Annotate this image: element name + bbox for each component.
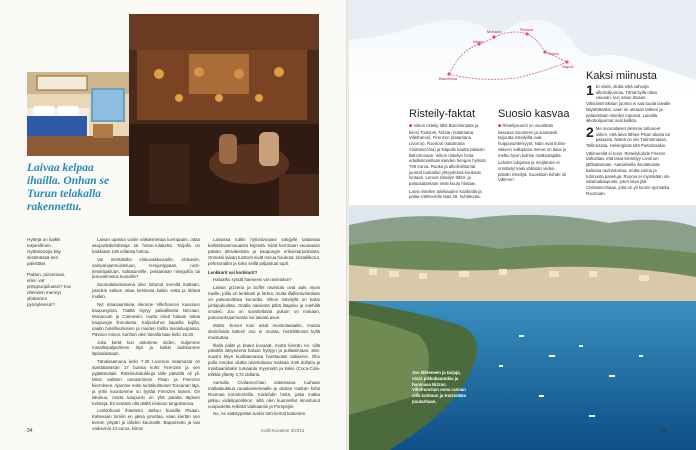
right-page [349, 0, 696, 450]
photo-caption: Laivaa kelpaa ihailla. Onhan se Turun telakalla rakennettu. [27, 162, 110, 213]
paragraph: Nyt maasaantaina olemme Villefrancen kuusinen kaupungissa. Täältä löytyy paikalliselta Nizzaan, Monacoon ja Cannesiin, mutta minä haluan tutkia kaupungin linnoitusta. Kaljoskohra kapeilla kujilla, saatin hotellisuhosien ja muiden torilla lavoteluopassa. Pävöon minun, kunhan olen laivalla taas kello 16.30. [92, 302, 200, 337]
paragraph: No, ne säästyyvätet tuskin tuttt kertoit kaitunest. [213, 411, 306, 417]
sidebar-notes [27, 237, 71, 313]
map-label-monaco: Monaco [487, 29, 502, 34]
paragraph: Vai mentäisikö elokuvakkuvuelle, elokuviin, sampanjaemuisteluun, ressjumppaan, rock-tietokilpailuun, salsatunnille, pelaamaan minigolfia tai koruvalmistus kurssille? [92, 256, 200, 280]
paragraph: Aamulla Civitavecchian satamassa ruuhaan matkalaukkua rautalaiseemaalle ja aloitan matkan kohti Roomaa kortokortsilla. Kadehdin heitä, jotka matka jatkuu viidelipporikkon, sillä olen kuunnellut innostunut vuopuolelta retkistä Vatikaaniin ja Pompejiin. [208, 379, 320, 409]
paragraph: Suomalaisimaisena olen tottunut merellä mattaan, jotenkin kaiken ottaa keittiosta kaikin vettä ja lähteä mulkin. [92, 282, 200, 300]
kaksi-heading: Kaksi miinusta [586, 70, 657, 82]
map-label-firenze: Firenze [520, 27, 534, 32]
paragraph: Mutta. Ennen kuin astat ravintolasaaliin, muista desinfioida kätesi! Joo ei muista, henkilökunta kyllä muistuttaa. [208, 322, 320, 340]
article-column-1 [92, 237, 200, 434]
left-page [0, 0, 347, 450]
suosio-paragraph: ■ Risteilysuomi on vuosittain kasvava Suomeen ja suuntaviti tarjoutta risteilyillä ovat huippusuhteisyyöt. Näin ovat kolme väkeen valkaansa menet on laiva jo melko hyvin kolmin matkustajalla. [498, 123, 567, 158]
kaksi-body [586, 84, 672, 198]
paragraph: Tänäisaamuna kello 7.30 Livornon satamasta on startattavasan 17 bussia kohti Firenzeä ja sen pyjäätöväaki. Retkiinuhalukkuja tälle päivällä oli yli. Minä valitsen omatoiminen Pisan ja Firenzen kierroksen. Ajamme reitin turistikohteiset Toscanan läpi, ja yritin kuuntomme su fyytää Firenzen tamen. On lakukuu, mutta kaupunki on yhä palatta täyteen turisteja. En kestäisi olla täällä elokuun tungoksessa. [92, 359, 200, 406]
risteily-paragraph: Laiva risteilee talvikauden Karibialla ja palaa Välimerelle taas 28. huhtikuuta. [409, 188, 482, 200]
map-label-nizza: Nizza [473, 39, 484, 44]
magazine-issue: Koilli-Kuvaleni 3/2013 [261, 428, 305, 433]
suosio-paragraph: Lehden lukijoista ja meijämies ei onnittelyt kaiki välimiän viiden päivän risteilyä. Suosittuin kohde oli Välimeri. [498, 160, 567, 183]
subheading: Lenkkarit vai korkkarit? [208, 269, 258, 275]
suosio-heading: Suosio kasvaa [498, 108, 570, 120]
article-column-2 [208, 237, 320, 419]
riviera-photo [349, 205, 696, 450]
riviera-caption: Joo lähteneen ja tarjaja, nizzà pikkukauunkia ja huomaaa Nizzan. Villefranchan onna rannan villa kohtuun ja Kotzistään puutarhaan. [412, 370, 467, 404]
page-number-left: 94 [27, 428, 33, 434]
sidebar-note-2: Paksin, pizzerioan, elos- vat pimppuripiluasin? Kai olteriden mennyt yllaksinen pyöriyksesin? [27, 272, 71, 307]
paragraph: Joka kertä kun astumme niiden, kuljemme metallinpaljastimen läpi ja kaikki laukkumme läpivalaistaan. [92, 339, 200, 357]
paragraph: Lenkkihousi ihitettetni Jatkuu bussilla Pisaan. Kaltevaan torniin en jaksa jonottaa, vaan kiertän sen kerran ympäri ja lähden kaumalle. Baparisetto ja lasi vaikovinis 24 euroa, kiitos! [92, 408, 200, 432]
kaksi-item-1: 1 Ei viiniä, olutta eikä vahvoja alkoholijuomia. Tämä kyllä ottaa vaivaan, kun salun lävaan. Välisaiminskisan juomia ei saa tuoda laivalle käytettäväksi, vaan ne otetaan talteen ja palautetaan risteilyn lopussa. Laivalla alkoholijuomat ovat kalliita. [586, 82, 671, 124]
paragraph: Laivassa tutkin hyttisiivoojani sängylle laittamaa kaihdeksanmuuaista kirjeistä. Siinä kerrotaan seuraavan päivän aktiviteetista ja kaupungin erikoistarjouksista. Onneksi laivan tuottorit eivät minua houkuta: kristallikorut, pehmonallet ja koko seillä paljastuat tuplt. [208, 237, 321, 266]
salon-photo [129, 14, 319, 216]
map-label-barcelona: Barcelona [439, 76, 458, 81]
suosio-body [498, 123, 568, 185]
paragraph: Laivan pizzeria ja buffet ravintola ovat auki myös meille, joilla on lenkkarit ja farkut, mutta illallisravintolaan on pukeutuittava kunnolla. Viikon risteilyllä on kaksi juhlapukuiltaa. Onalla naisiesta pitkä iltapuku ja miehillä smokki. Joo on suositeltavat pukuin on mukaan, pukuvuokraamoasta voi lainata asun. [208, 285, 320, 320]
page-number-right: 95 [660, 428, 666, 434]
risteily-heading: Risteily-faktat [409, 108, 476, 120]
kaksi-item-2: 2 Me suomalaiset olemme tottuneet siihen, että laiva lähtee Pisan alusta tai paluusta. Nämä on siis Tukholmassa, Tallinnassa, Helsingissä eltä Pietarissakin. [586, 123, 670, 149]
paragraph: Laivan upassa voisin valkaisnettaa luempaani, ottaa akupunktkohdistaja tai hoton-rulaketta. Tarjolla on kaikkiaan 108 erilaista hoitoa. [92, 237, 200, 254]
kaksi-tail: Välimerellä ei tosin. Risteilykohde Firenze tarkoittaa, että laiva kiinnittyy Livornon jättisatamaan. Aamiaisella ilmoitetuista kaikissa ravintoloissa, mutta voima ja tuhmusta pasetuja. Rooma ei myöskään ole satamakaupunki, joten laiva jää Civitavecchiaan, joka on yli tunnin ajomatka Roomaan. [586, 150, 670, 196]
risteily-paragraph: ■ Viikon risteily lähti Barcelonasta ja kiersi Toulonin, Nizzan (satamana Villefrance), Firenzen (satamana Livorno), Rooman (satamana Civitavecchia) ja Napolin kautta takaisin Barcelonaan. Viikon risteilyn hinta eduillisimmillaan kanden hengen hytissä 709 euroa. Ruoka ja alkoholittomat juomat ruokailun yhteydessä kuuluvat hintaan. Lennot risteilyn lähtö- ja paluusatamaan eivät kuulu hintaan. [409, 123, 486, 187]
paragraph: Illalla pidät ja baarit kovaaat, mutta kierrän ne, sillä päivällä väsyneenä haluan hyttyyn ja pullasiimaan. Siiä-suusnt käyn kuoltaamassa hoettavasti Italiaensi. Oho pullo Amokoi oluttia ravintolassa maksaa 3,86 dollaria ja minibaaristakin tumaanla myymaitö ja kokis (Coca-Cola-tölkkiä ylitetty 4,72 dollaria. [208, 342, 320, 378]
map-label-roma: Roma [548, 51, 559, 56]
bullet-icon: ■ [498, 123, 503, 129]
map-label-napoli: Napoli [562, 64, 574, 69]
risteily-body [409, 123, 487, 202]
sidebar-note-1: Hyttejä on kaikki tarpeellinen. Hyttisiivoojia käy siistimässä sen päivittäin. [27, 237, 61, 266]
bullet-icon: ■ [409, 123, 414, 129]
paragraph: Haluatko syödä haeseesi vai ravintolan? [213, 277, 292, 283]
cabin-photo [27, 72, 129, 156]
